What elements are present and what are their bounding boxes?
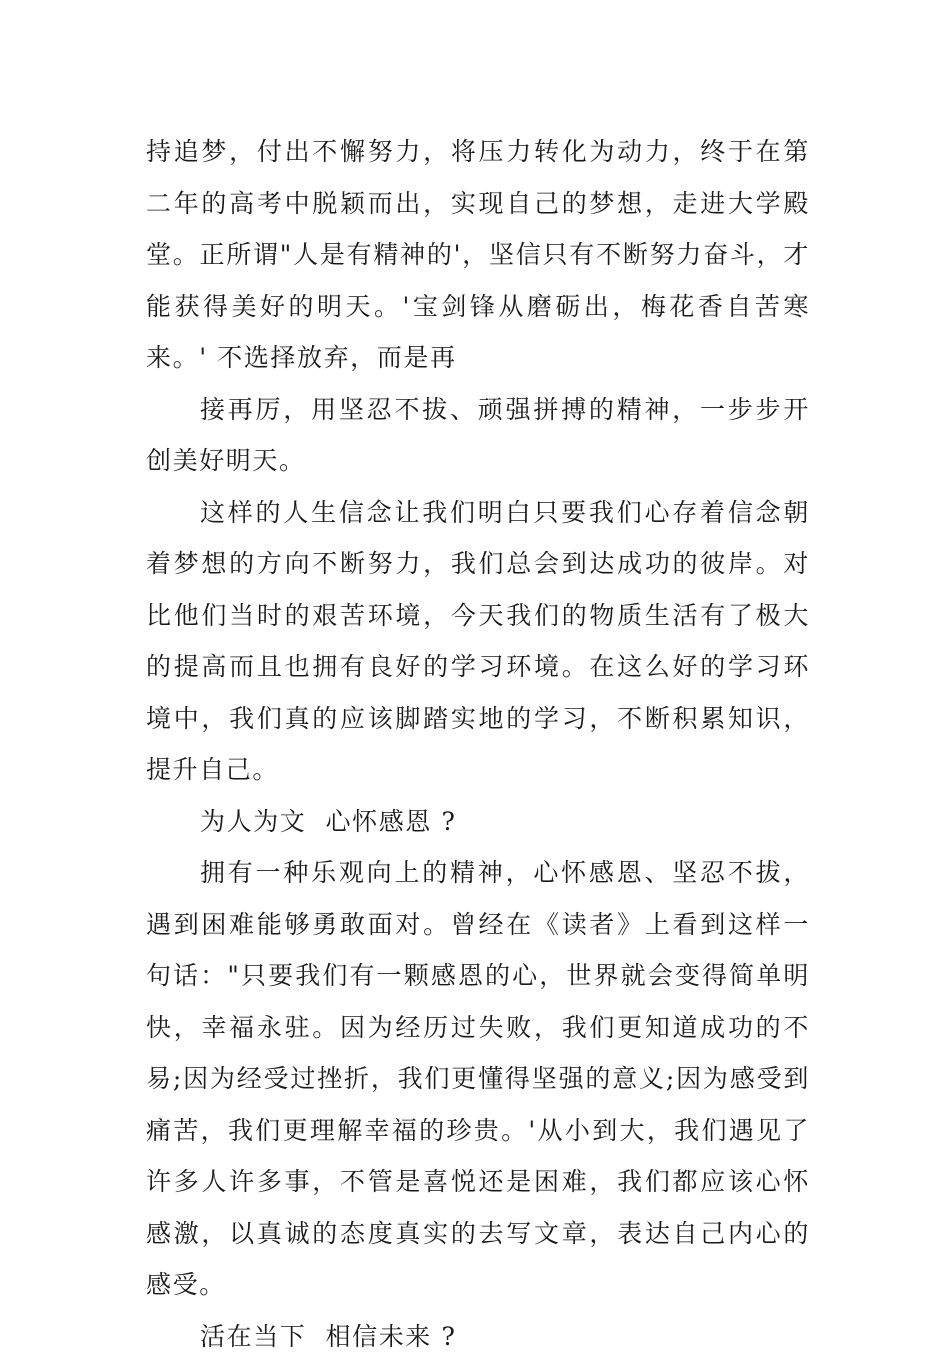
section-heading: 活在当下 相信未来 ?	[146, 1311, 810, 1362]
paragraph: 拥有一种乐观向上的精神，心怀感恩、坚忍不拔，遇到困难能够勇敢面对。曾经在《读者》上看到这样一句话："只要我们有一颗感恩的心，世界就会变得简单明快，幸福永驻。因为经历过失败，我们更知道成功的不易;因为经受过挫折，我们更懂得坚强的意义;因为感受到痛苦，我们更理解幸福的珍贵。'从小到大，我们遇见了许多人许多事，不管是喜悦还是困难，我们都应该心怀感激，以真诚的态度真实的去写文章，表达自己内心的感受。	[146, 847, 810, 1311]
document-body	[146, 126, 810, 1362]
paragraph: 接再厉，用坚忍不拔、顽强拼搏的精神，一步步开创美好明天。	[146, 384, 810, 487]
paragraph-continued: 持追梦，付出不懈努力，将压力转化为动力，终于在第二年的高考中脱颖而出，实现自己的梦想，走进大学殿堂。正所谓"人是有精神的'，坚信只有不断努力奋斗，才能获得美好的明天。'宝剑锋从磨砺出，梅花香自苦寒来。' 不选择放弃，而是再	[146, 126, 810, 384]
paragraph: 这样的人生信念让我们明白只要我们心存着信念朝着梦想的方向不断努力，我们总会到达成功的彼岸。对比他们当时的艰苦环境，今天我们的物质生活有了极大的提高而且也拥有良好的学习环境。在这么好的学习环境中，我们真的应该脚踏实地的学习，不断积累知识，提升自己。	[146, 487, 810, 796]
section-heading: 为人为文 心怀感恩 ?	[146, 796, 810, 848]
